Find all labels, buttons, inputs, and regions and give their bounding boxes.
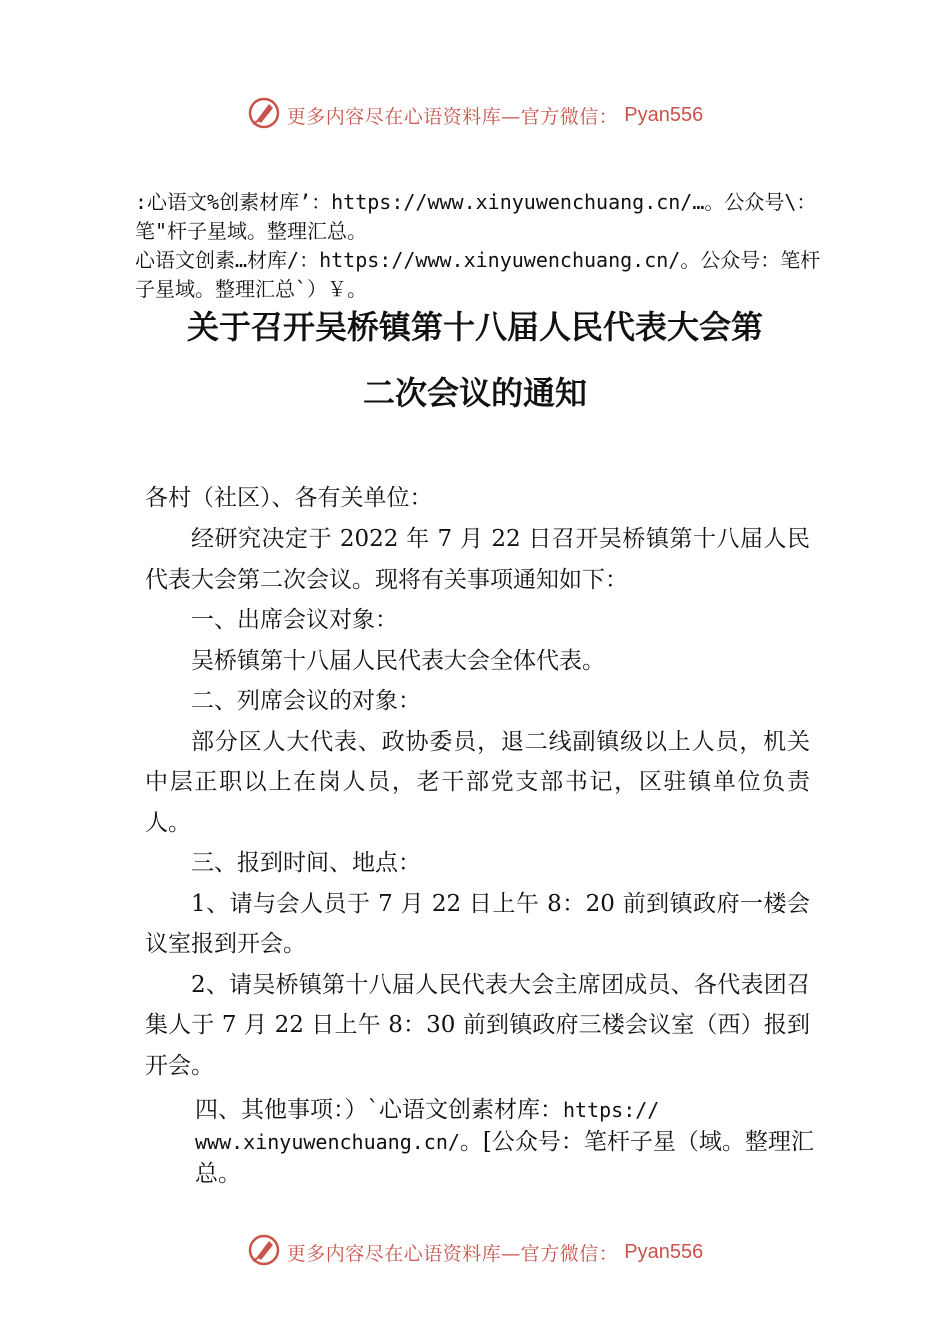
paragraph-observers: 部分区人大代表、政协委员，退二线副镇级以上人员，机关中层正职以上在岗人员，老干部党支部书记，区驻镇单位负责人。 [145, 728, 810, 836]
document-body [145, 519, 810, 1086]
paragraph-attendees: 吴桥镇第十八届人民代表大会全体代表。 [191, 647, 605, 674]
watermark-noise-line-1: :心语文%创素材库’：https://www.xinyuwenchuang.cn/…。公众号\：笔"杆子星域。整理汇总。 [135, 190, 817, 243]
section-heading-1: 一、出席会议对象： [191, 607, 398, 633]
paragraph-checkin-1: 1、请与会人员于 7 月 22 日上午 8：20 前到镇政府一楼会议室报到开会。 [145, 890, 810, 957]
pen-nib-logo-icon [247, 96, 281, 134]
pen-nib-logo-icon [247, 1233, 281, 1271]
paragraph-checkin-2: 2、请吴桥镇第十八届人民代表大会主席团成员、各代表团召集人于 7 月 22 日上午 8：30 前到镇政府三楼会议室（西）报到开会。 [145, 971, 810, 1079]
salutation [145, 478, 810, 519]
header-watermark-banner [0, 95, 950, 135]
document-title-line-1: 关于召开吴桥镇第十八届人民代表大会第 [186, 308, 763, 346]
section-heading-2: 二、列席会议的对象： [191, 688, 421, 714]
other-matters-url-1: https:// [563, 1098, 660, 1122]
paragraph-intro: 经研究决定于 2022 年 7 月 22 日召开吴桥镇第十八届人民代表大会第二次会议。现将有关事项通知如下： [145, 526, 810, 593]
other-matters-url-2: www.xinyuwenchuang.cn/ [195, 1130, 460, 1154]
other-matters-prefix: 四、其他事项：）`心语文创素材库： [195, 1097, 563, 1123]
document-title-line-2: 二次会议的通知 [362, 374, 587, 412]
section-other-matters [195, 1094, 825, 1190]
other-matters-suffix: 。[公众号：笔杆子星（域。整理汇总。 [195, 1129, 814, 1187]
salutation-text: 各村（社区）、各有关单位： [145, 485, 433, 511]
banner-text: 更多内容尽在心语资料库—官方微信： [286, 1242, 619, 1265]
footer-watermark-banner [0, 1232, 950, 1272]
banner-wechat-id: Pyan556 [624, 1240, 704, 1263]
watermark-noise-line-2: 心语文创素…材库/：https://www.xinyuwenchuang.cn/。公众号：笔杆子星域。整理汇总`）￥。 [135, 248, 821, 301]
banner-wechat-id: Pyan556 [624, 103, 704, 126]
section-heading-3: 三、报到时间、地点： [191, 850, 421, 876]
banner-text: 更多内容尽在心语资料库—官方微信： [286, 105, 619, 128]
